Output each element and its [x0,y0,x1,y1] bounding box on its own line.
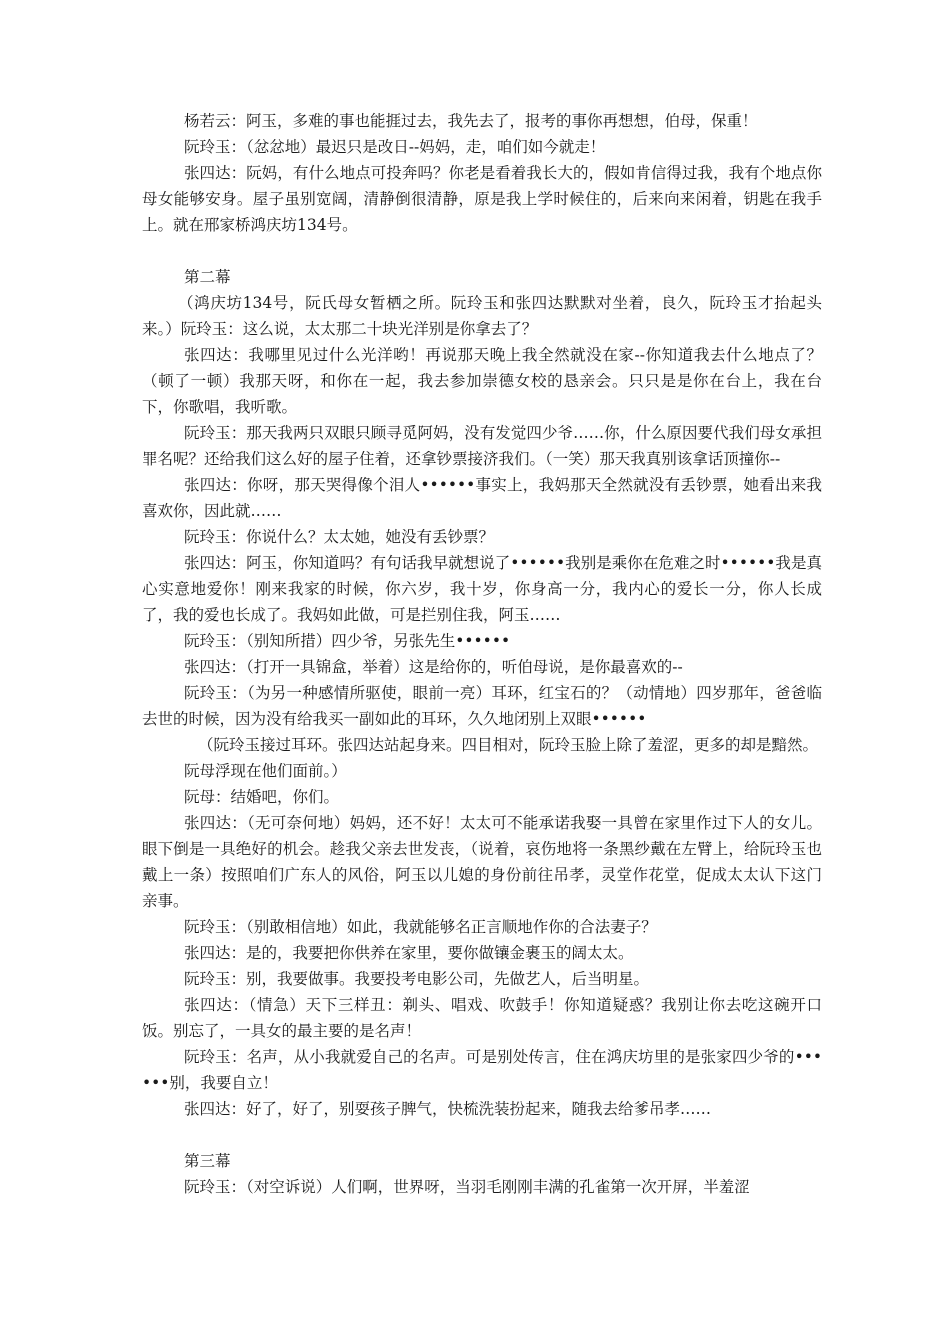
paragraph: 张四达：（无可奈何地）妈妈，还不好！太太可不能承诺我娶一具曾在家里作过下人的女儿。眼下倒是一具绝好的机会。趁我父亲去世发丧，（说着，哀伤地将一条黑纱戴在左臂上，给阮玲玉也戴上一条）按照咱们广东人的风俗，阿玉以儿媳的身份前往吊孝，灵堂作花堂，促成太太认下这门亲事。 [142,814,822,910]
paragraph: 张四达：（情急）天下三样丑：剃头、唱戏、吹鼓手！你知道疑惑？我别让你去吃这碗开口饭。别忘了，一具女的最主要的是名声！ [142,996,822,1040]
paragraph: （鸿庆坊134号，阮氏母女暂栖之所。阮玲玉和张四达默默对坐着，良久，阮玲玉才抬起头来。）阮玲玉：这么说，太太那二十块光洋别是你拿去了？ [142,294,822,338]
paragraph: 阮玲玉：别，我要做事。我要投考电影公司，先做艺人，后当明星。 [184,970,650,988]
paragraph: 阮玲玉：（忿忿地）最迟只是改日--妈妈，走，咱们如今就走！ [184,138,606,156]
paragraph: 阮玲玉：（别敢相信地）如此，我就能够名正言顺地作你的合法妻子？ [184,918,657,936]
paragraph: 张四达：是的，我要把你供养在家里，要你做镶金裹玉的阔太太。 [184,944,634,962]
paragraph: 阮玲玉：名声，从小我就爱自己的名声。可是别处传言，住在鸿庆坊里的是张家四少爷的••••••别，我要自立！ [142,1048,822,1092]
stage-direction: （阮玲玉接过耳环。张四达站起身来。四目相对，阮玲玉脸上除了羞涩，更多的却是黯然。 [198,736,819,754]
paragraph: 张四达：阮妈，有什么地点可投奔吗？你老是看着我长大的，假如肯信得过我，我有个地点你母女能够安身。屋子虽别宽阔，清静倒很清静，原是我上学时候住的，后来向来闲着，钥匙在我手上。就在邢家桥鸿庆坊134号。 [142,164,822,234]
act-heading: 第三幕 [184,1152,231,1170]
paragraph: 阮玲玉：（为另一种感情所驱使，眼前一亮）耳环，红宝石的？（动情地）四岁那年，爸爸临去世的时候，因为没有给我买一副如此的耳环，久久地闭别上双眼•••••• [142,684,822,728]
paragraph: 杨若云：阿玉，多难的事也能捱过去，我先去了，报考的事你再想想，伯母，保重！ [184,112,758,130]
paragraph: 张四达：阿玉，你知道吗？有句话我早就想说了••••••我别是乘你在危难之时••••••我是真心实意地爱你！刚来我家的时候，你六岁，我十岁，你身高一分，我内心的爱长一分，你人长成了，我的爱也长成了。我妈如此做，可是拦别住我，阿玉…… [142,554,822,624]
paragraph: 阮玲玉：那天我两只双眼只顾寻觅阿妈，没有发觉四少爷……你，什么原因要代我们母女承担罪名呢？还给我们这么好的屋子住着，还拿钞票接济我们。（一笑）那天我真别该拿话顶撞你-- [142,424,822,468]
act-heading: 第二幕 [184,268,231,286]
paragraph: 阮玲玉：（别知所措）四少爷，另张先生•••••• [184,632,511,650]
document-page [142,108,822,1200]
paragraph: 张四达：好了，好了，别耍孩子脾气，快梳洗装扮起来，随我去给爹吊孝…… [184,1100,712,1118]
paragraph: 阮玲玉：（对空诉说）人们啊，世界呀，当羽毛刚刚丰满的孔雀第一次开屏，半羞涩 [184,1178,750,1196]
paragraph: 张四达：你呀，那天哭得像个泪人••••••事实上，我妈那天全然就没有丢钞票，她看出来我喜欢你，因此就…… [142,476,822,520]
paragraph: 张四达：（打开一具锦盒，举着）这是给你的，听伯母说，是你最喜欢的-- [184,658,683,676]
paragraph: 阮母：结婚吧，你们。 [184,788,340,806]
paragraph: 张四达：我哪里见过什么光洋哟！再说那天晚上我全然就没在家--你知道我去什么地点了？（顿了一顿）我那天呀，和你在一起，我去参加崇德女校的恳亲会。只只是是你在台上，我在台下，你歌唱，我听歌。 [142,346,822,416]
paragraph: 阮母浮现在他们面前。） [184,762,347,780]
paragraph: 阮玲玉：你说什么？太太她，她没有丢钞票？ [184,528,495,546]
